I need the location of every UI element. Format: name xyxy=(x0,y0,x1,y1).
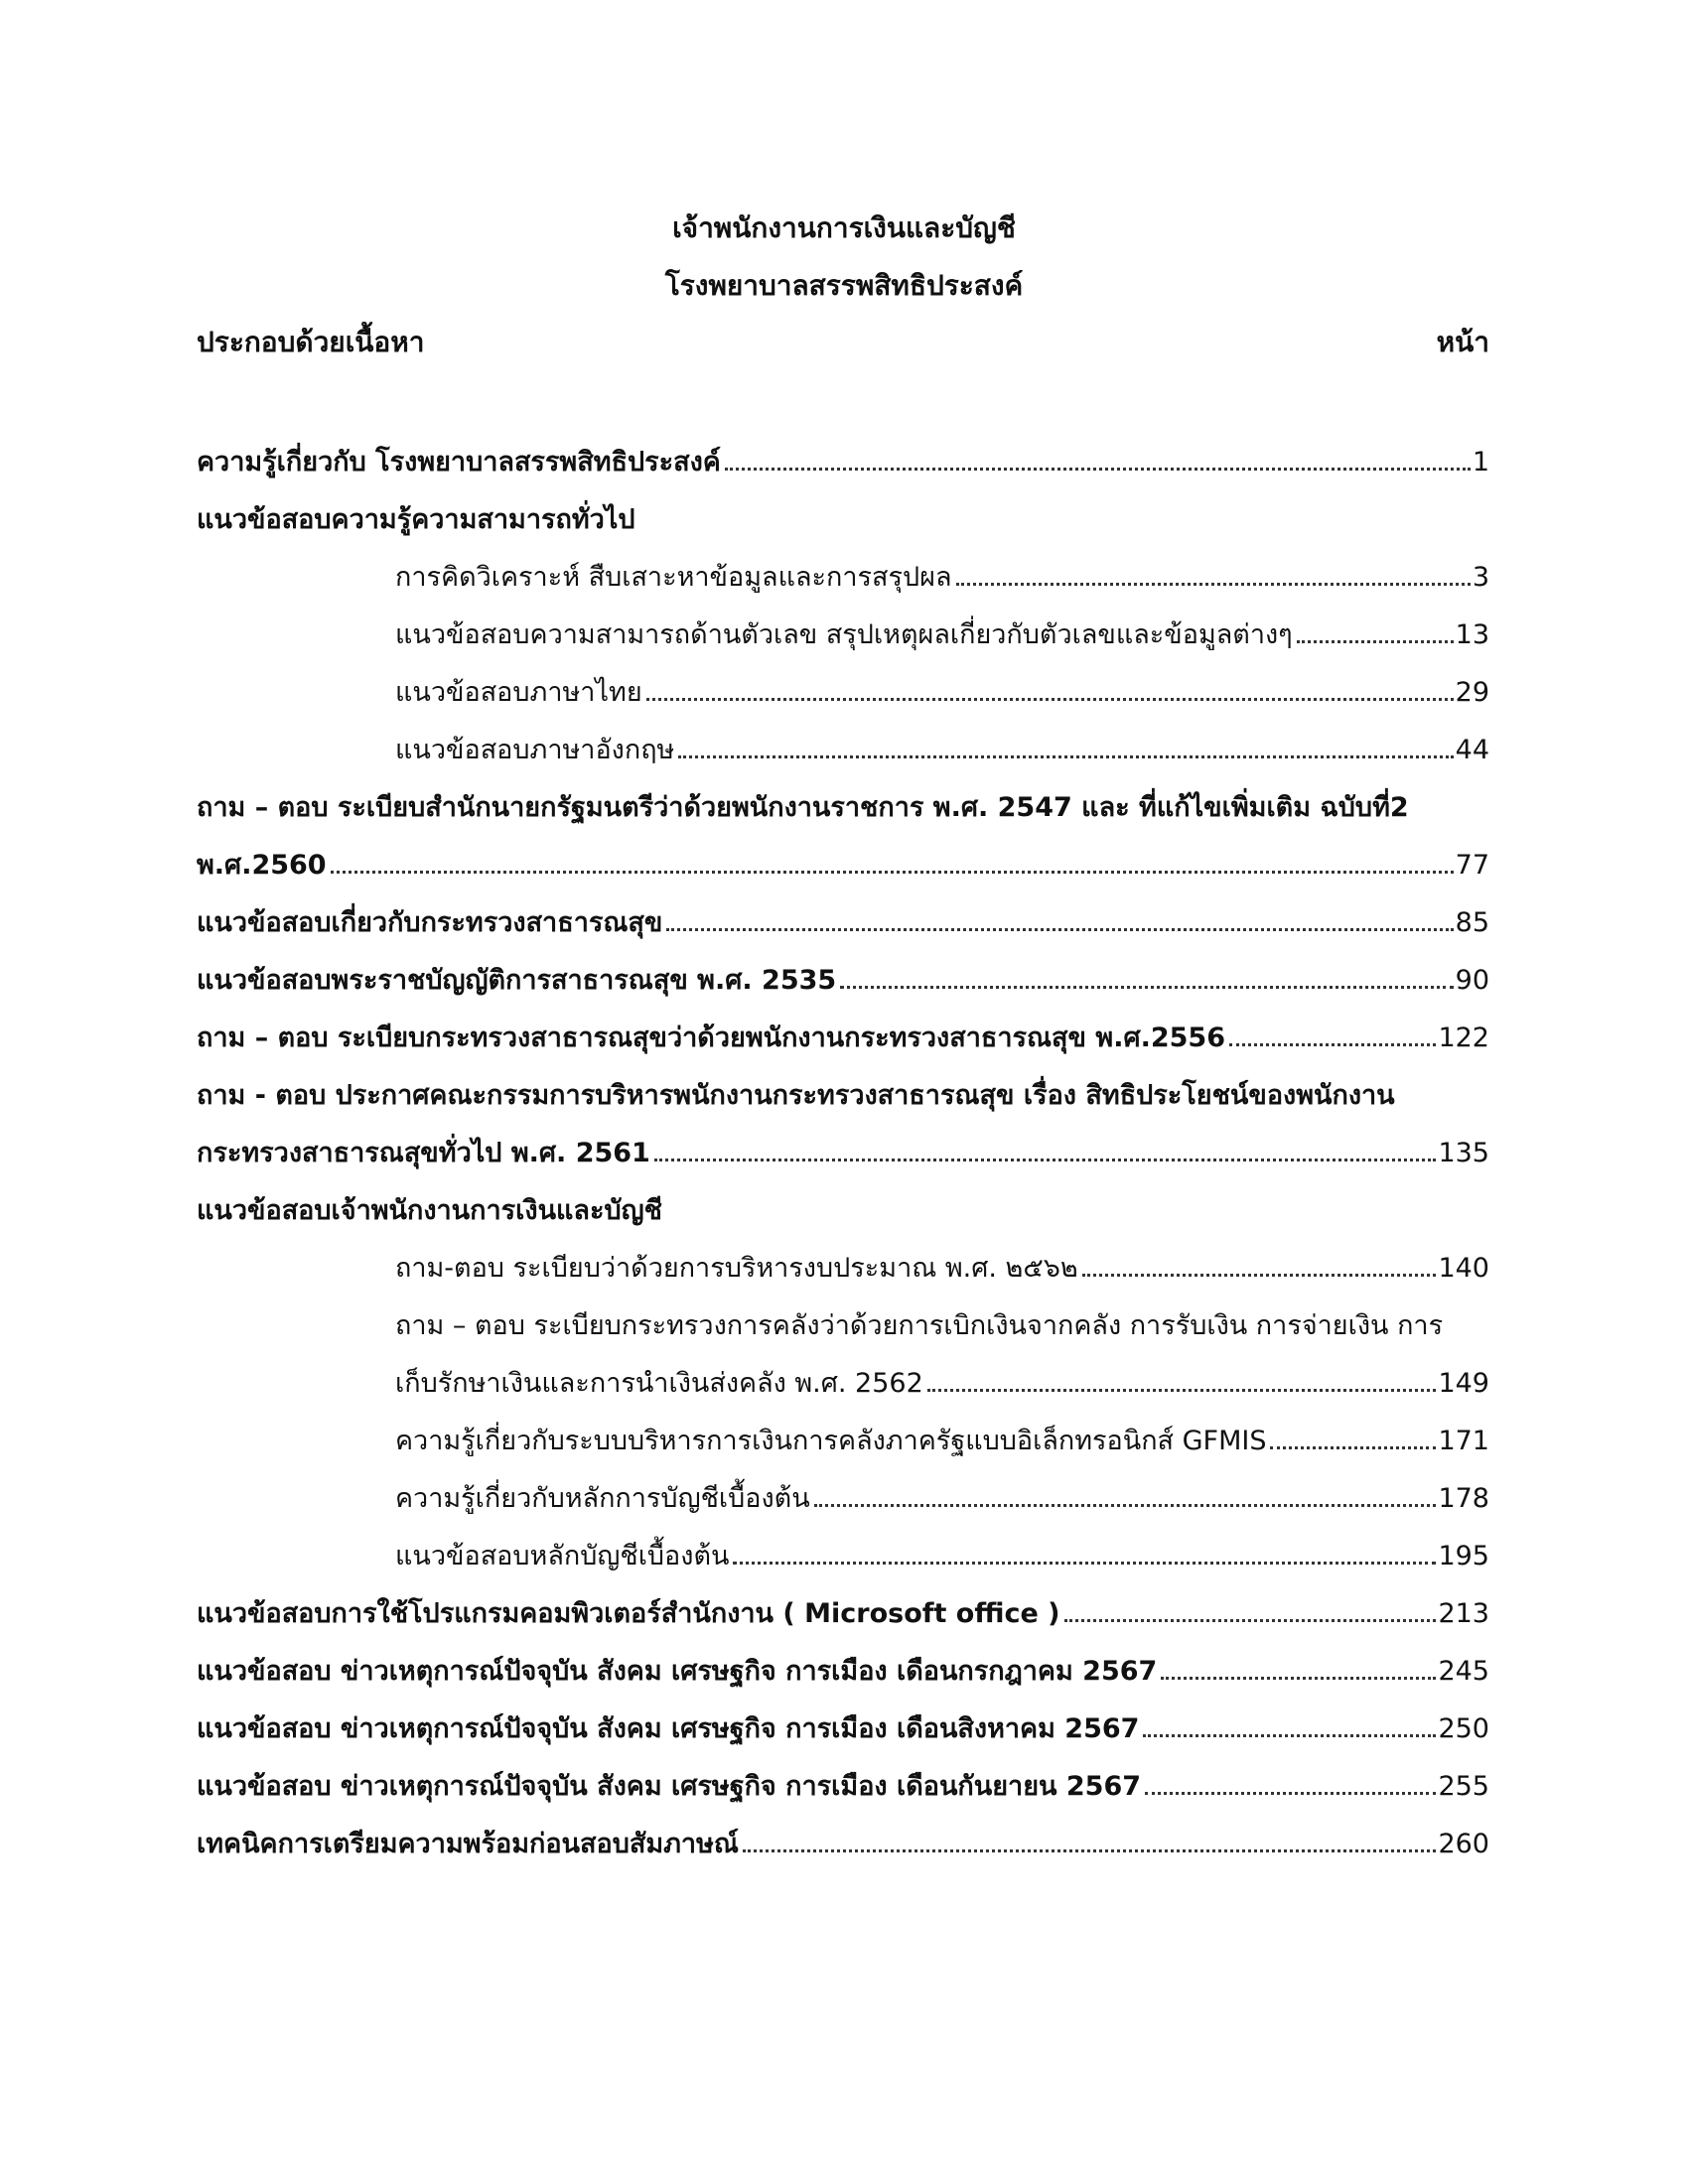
toc-entry-continued: เก็บรักษาเงินและการนำเงินส่งคลัง พ.ศ. 2562 149 xyxy=(395,1368,1489,1399)
dot-leader xyxy=(1297,640,1454,643)
toc-page-number: 29 xyxy=(1455,677,1489,708)
toc-entry: แนวข้อสอบความสามารถด้านตัวเลข สรุปเหตุผลเกี่ยวกับตัวเลขและข้อมูลต่างๆ 13 xyxy=(395,619,1489,650)
toc-page-number: 13 xyxy=(1455,619,1489,650)
toc-page-number: 90 xyxy=(1455,965,1489,996)
dot-leader xyxy=(654,1159,1437,1161)
toc-entry: ความรู้เกี่ยวกับ โรงพยาบาลสรรพสิทธิประสงค์ 1 xyxy=(197,447,1489,478)
toc-page-number: 149 xyxy=(1438,1368,1489,1399)
dot-leader xyxy=(1161,1677,1436,1680)
toc-entry: แนวข้อสอบภาษาไทย 29 xyxy=(395,677,1489,708)
toc-entry: แนวข้อสอบหลักบัญชีเบื้องต้น 195 xyxy=(395,1541,1489,1571)
toc-page-number: 77 xyxy=(1455,850,1489,881)
toc-entry: แนวข้อสอบเกี่ยวกับกระทรวงสาธารณสุข 85 xyxy=(197,907,1489,938)
toc-entry: แนวข้อสอบ ข่าวเหตุการณ์ปัจจุบัน สังคม เศรษฐกิจ การเมือง เดือนสิงหาคม 2567 250 xyxy=(197,1713,1489,1744)
toc-page-number: 260 xyxy=(1438,1829,1489,1859)
contents-heading: ประกอบด้วยเนื้อหา xyxy=(197,326,425,358)
dot-leader xyxy=(840,986,1453,989)
dot-leader xyxy=(725,468,1471,471)
toc-page-number: 195 xyxy=(1438,1541,1489,1571)
dot-leader xyxy=(1145,1792,1436,1795)
dot-leader xyxy=(956,583,1471,586)
toc-entry: ถาม – ตอบ ระเบียบสำนักนายกรัฐมนตรีว่าด้วยพนักงานราชการ พ.ศ. 2547 และ ที่แก้ไขเพิ่มเติม ฉบับที่2 xyxy=(197,792,1409,823)
toc-entry: ความรู้เกี่ยวกับระบบบริหารการเงินการคลังภาครัฐแบบอิเล็กทรอนิกส์ GFMIS 171 xyxy=(395,1426,1489,1456)
toc-page-number: 213 xyxy=(1438,1598,1489,1629)
toc-page-number: 122 xyxy=(1438,1023,1489,1053)
toc-section-heading: แนวข้อสอบเจ้าพนักงานการเงินและบัญชี xyxy=(197,1195,662,1226)
document-subtitle: โรงพยาบาลสรรพสิทธิประสงค์ xyxy=(664,269,1024,302)
toc-page-number: 44 xyxy=(1455,735,1489,765)
toc-entry: แนวข้อสอบ ข่าวเหตุการณ์ปัจจุบัน สังคม เศรษฐกิจ การเมือง เดือนกรกฎาคม 2567 245 xyxy=(197,1656,1489,1687)
toc-entry: แนวข้อสอบพระราชบัญญัติการสาธารณสุข พ.ศ. 2535 90 xyxy=(197,965,1489,996)
toc-page-number: 3 xyxy=(1472,562,1489,593)
document-title: เจ้าพนักงานการเงินและบัญชี xyxy=(672,211,1016,244)
toc-entry: ถาม – ตอบ ระเบียบกระทรวงสาธารณสุขว่าด้วยพนักงานกระทรวงสาธารณสุข พ.ศ.2556 122 xyxy=(197,1023,1489,1053)
toc-entry: ถาม – ตอบ ระเบียบกระทรวงการคลังว่าด้วยการเบิกเงินจากคลัง การรับเงิน การจ่ายเงิน การ xyxy=(395,1310,1444,1341)
toc-page-number: 255 xyxy=(1438,1771,1489,1802)
toc-entry-continued: กระทรวงสาธารณสุขทั่วไป พ.ศ. 2561 135 xyxy=(197,1138,1489,1168)
dot-leader xyxy=(1064,1619,1437,1622)
dot-leader xyxy=(743,1849,1437,1852)
toc-entry: ถาม-ตอบ ระเบียบว่าด้วยการบริหารงบประมาณ พ.ศ. ๒๕๖๒ 140 xyxy=(395,1253,1489,1284)
toc-page-number: 250 xyxy=(1438,1713,1489,1744)
dot-leader xyxy=(927,1389,1437,1392)
dot-leader xyxy=(1229,1043,1436,1046)
dot-leader xyxy=(678,755,1453,758)
dot-leader xyxy=(1270,1446,1436,1449)
toc-entry: การคิดวิเคราะห์ สืบเสาะหาข้อมูลและการสรุปผล 3 xyxy=(395,562,1489,593)
dot-leader xyxy=(666,928,1453,931)
toc-entry: เทคนิคการเตรียมความพร้อมก่อนสอบสัมภาษณ์ 260 xyxy=(197,1829,1489,1859)
dot-leader xyxy=(646,698,1454,701)
toc-entry: แนวข้อสอบ ข่าวเหตุการณ์ปัจจุบัน สังคม เศรษฐกิจ การเมือง เดือนกันยายน 2567 255 xyxy=(197,1771,1489,1802)
toc-entry: แนวข้อสอบการใช้โปรแกรมคอมพิวเตอร์สำนักงาน ( Microsoft office ) 213 xyxy=(197,1598,1489,1629)
dot-leader xyxy=(814,1504,1437,1507)
toc-page-number: 1 xyxy=(1472,447,1489,478)
toc-section-heading: แนวข้อสอบความรู้ความสามารถทั่วไป xyxy=(197,504,635,535)
toc-page-number: 85 xyxy=(1455,907,1489,938)
dot-leader xyxy=(1082,1274,1437,1277)
toc-page-number: 178 xyxy=(1438,1483,1489,1514)
toc-page-number: 135 xyxy=(1438,1138,1489,1168)
toc-page-number: 171 xyxy=(1438,1426,1489,1456)
toc-page-number: 140 xyxy=(1438,1253,1489,1284)
dot-leader xyxy=(733,1562,1436,1565)
toc-entry: แนวข้อสอบภาษาอังกฤษ 44 xyxy=(395,735,1489,765)
dot-leader xyxy=(1143,1734,1436,1737)
toc-page-number: 245 xyxy=(1438,1656,1489,1687)
toc-entry-continued: พ.ศ.2560 77 xyxy=(197,850,1489,881)
dot-leader xyxy=(331,871,1454,874)
toc-entry: ถาม - ตอบ ประกาศคณะกรรมการบริหารพนักงานกระทรวงสาธารณสุข เรื่อง สิทธิประโยชน์ของพนักงาน xyxy=(197,1080,1395,1111)
toc-entry: ความรู้เกี่ยวกับหลักการบัญชีเบื้องต้น 178 xyxy=(395,1483,1489,1514)
page-column-heading: หน้า xyxy=(1436,326,1489,358)
